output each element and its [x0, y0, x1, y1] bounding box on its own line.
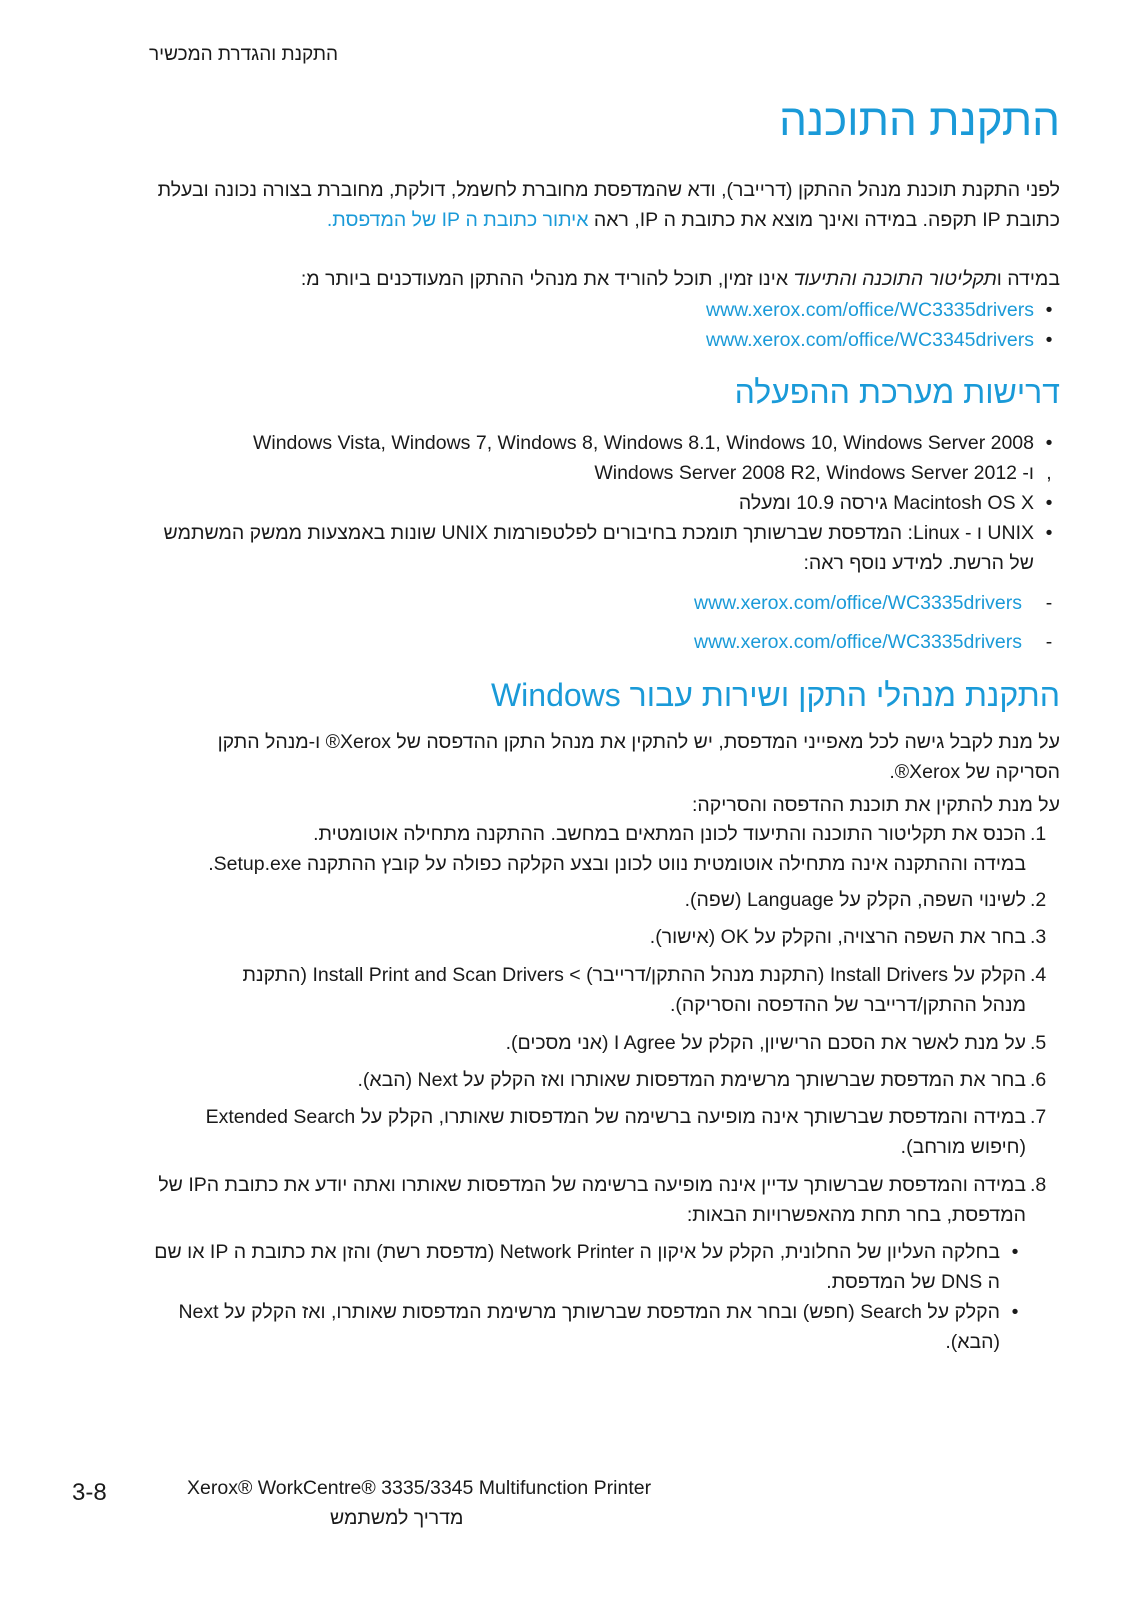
link-unix-drivers-1[interactable]: www.xerox.com/office/WC3335drivers	[694, 592, 1022, 614]
list-item-text: Macintosh OS X גירסה 10.9 ומעלה	[738, 492, 1034, 514]
step-number: .7	[1030, 1106, 1047, 1128]
sub-list-item	[72, 627, 1060, 657]
step-4	[72, 960, 1060, 990]
paragraph-prerequisites	[72, 175, 1060, 205]
step-1	[72, 819, 1060, 849]
bullet-icon: •	[1011, 1301, 1019, 1323]
paragraph-ip-note	[72, 205, 1060, 235]
list-item-text: Windows Vista, Windows 7, Windows 8, Windows 8.1, Windows 10, Windows Server 2008	[252, 432, 1034, 454]
sub-bullet	[72, 1297, 1060, 1327]
step-text: במידה וההתקנה אינה מתחילה אוטומטית נווט לכונן ובצע הקלקה כפולה על קובץ ההתקנה Setup.exe.	[208, 853, 1026, 875]
paragraph-line: על מנת לקבל גישה לכל מאפייני המדפסת, יש להתקין את מנהל התקן ההדפסה של Xerox® ו-מנהל התקן	[217, 731, 1060, 753]
bullet-icon: •	[1045, 329, 1053, 351]
paragraph-line: על מנת להתקין את תוכנת ההדפסה והסריקה:	[692, 794, 1060, 816]
footer-guide-name: מדריך למשתמש	[330, 1507, 464, 1529]
page-number: 3-8	[72, 1479, 107, 1506]
step-5	[72, 1028, 1060, 1058]
step-3	[72, 922, 1060, 952]
dash-icon: -	[1045, 631, 1053, 653]
italic-title: תקליטור התוכנה והתיעוד	[793, 268, 997, 290]
step-text: (הבא).	[945, 1331, 1000, 1353]
step-number: .2	[1030, 889, 1047, 911]
paragraph-line: לפני התקנת תוכנת מנהל ההתקן (דרייבר), ודא שהמדפסת מחוברת לחשמל, דולקת, מחוברת בצורה נכונה ובעלת	[157, 179, 1060, 201]
step-4-continuation	[72, 990, 1060, 1020]
step-text: הקלק על Install Drivers (התקנת מנהל ההתקן/דרייבר) > Install Print and Scan Drivers (התקנת	[242, 964, 1026, 986]
bullet-icon: •	[1045, 432, 1053, 454]
section-title-software-installation: התקנת התוכנה	[779, 96, 1060, 145]
bullet-icon: •	[1045, 299, 1053, 321]
sub-bullet-continuation	[72, 1327, 1060, 1357]
list-item	[72, 518, 1060, 548]
step-text: הכנס את תקליטור התוכנה והתיעוד לכונן המתאים במחשב. ההתקנה מתחילה אוטומטית.	[313, 823, 1026, 845]
list-item	[72, 488, 1060, 518]
link-wc3345-drivers[interactable]: www.xerox.com/office/WC3345drivers	[706, 329, 1034, 351]
step-number: .8	[1030, 1174, 1047, 1196]
step-text: בחלקה העליון של החלונית, הקלק על איקון ה Network Printer (מדפסת רשת) והזן את כתובת ה IP או שם	[154, 1241, 1000, 1263]
text-fragment: אינו זמין, תוכל להוריד את מנהלי ההתקן המעודכנים ביותר מ:	[300, 268, 794, 290]
comma-mark: ,	[1046, 462, 1052, 484]
sub-bullet-continuation	[72, 1267, 1060, 1297]
step-number: .5	[1030, 1032, 1047, 1054]
paragraph-line: כתובת IP תקפה. במידה ואינך מוצא את כתובת ה IP, ראה	[593, 209, 1060, 231]
list-item-continuation	[72, 458, 1060, 488]
step-number: .4	[1030, 964, 1047, 986]
bullet-icon: •	[1011, 1241, 1019, 1263]
section-title-os-requirements: דרישות מערכת ההפעלה	[734, 374, 1060, 410]
sub-list-item	[72, 588, 1060, 618]
step-text: במידה והמדפסת שברשותך אינה מופיעה ברשימה של המדפסות שאותרו, הקלק על Extended Search	[205, 1106, 1026, 1128]
step-text: (חיפוש מורחב).	[900, 1136, 1026, 1158]
step-text: במידה והמדפסת שברשותך עדיין אינה מופיעה ברשימה של המדפסות שאותרו ואתה יודע את כתובת הIP של	[158, 1174, 1026, 1196]
paragraph-driver-download	[72, 264, 1060, 294]
step-text: המדפסת, בחר תחת מהאפשרויות הבאות:	[686, 1204, 1026, 1226]
running-header: התקנת והגדרת המכשיר	[149, 44, 338, 65]
list-item-continuation	[72, 548, 1060, 578]
step-text: בחר את השפה הרצויה, והקלק על OK (אישור).	[649, 926, 1026, 948]
list-item-text: ו- Windows Server 2008 R2, Windows Server 2012	[594, 462, 1034, 484]
step-2	[72, 885, 1060, 915]
bullet-icon: •	[1045, 492, 1053, 514]
step-number: .3	[1030, 926, 1047, 948]
step-text: הקלק על Search (חפש) ובחר את המדפסת שברשותך מרשימת המדפסות שאותרו, ואז הקלק על Next	[178, 1301, 1000, 1323]
step-text: על מנת לאשר את הסכם הרישיון, הקלק על I Agree (אני מסכים).	[505, 1032, 1026, 1054]
step-7-continuation	[72, 1132, 1060, 1162]
document-page	[72, 0, 1060, 1600]
step-number: .1	[1030, 823, 1047, 845]
bullet-icon: •	[1045, 522, 1053, 544]
step-6	[72, 1065, 1060, 1095]
sub-bullet	[72, 1237, 1060, 1267]
footer-product-line: Xerox® WorkCentre® 3335/3345 Multifunction Printer	[187, 1477, 652, 1499]
step-1-continuation	[72, 849, 1060, 879]
step-text: ה DNS של המדפסת.	[826, 1271, 1000, 1293]
list-item-text: UNIX ו - Linux: המדפסת שברשותך תומכת בחיבורים לפלטפורמות UNIX שונות באמצעות ממשק המשתמש	[163, 522, 1034, 544]
dash-icon: -	[1045, 592, 1053, 614]
list-item-text: של הרשת. למידע נוסף ראה:	[803, 552, 1034, 574]
step-8	[72, 1170, 1060, 1200]
text-fragment: במידה ו	[996, 268, 1060, 290]
section-title-windows-drivers: התקנת מנהלי התקן ושירות עבור Windows	[490, 677, 1060, 713]
list-item	[72, 428, 1060, 458]
link-find-ip[interactable]: איתור כתובת ה IP של המדפסת.	[326, 209, 589, 231]
step-text: בחר את המדפסת שברשותך מרשימת המדפסות שאותרו ואז הקלק על Next (הבא).	[357, 1069, 1026, 1091]
step-text: לשינוי השפה, הקלק על Language (שפה).	[684, 889, 1026, 911]
link-unix-drivers-2[interactable]: www.xerox.com/office/WC3335drivers	[694, 631, 1022, 653]
step-text: מנהל ההתקן/דרייבר של ההדפסה והסריקה).	[670, 994, 1026, 1016]
paragraph-line: הסריקה של Xerox®.	[889, 761, 1060, 783]
list-item	[72, 325, 1060, 355]
step-7	[72, 1102, 1060, 1132]
step-8-continuation	[72, 1200, 1060, 1230]
step-number: .6	[1030, 1069, 1047, 1091]
list-item	[72, 295, 1060, 325]
link-wc3335-drivers[interactable]: www.xerox.com/office/WC3335drivers	[706, 299, 1034, 321]
